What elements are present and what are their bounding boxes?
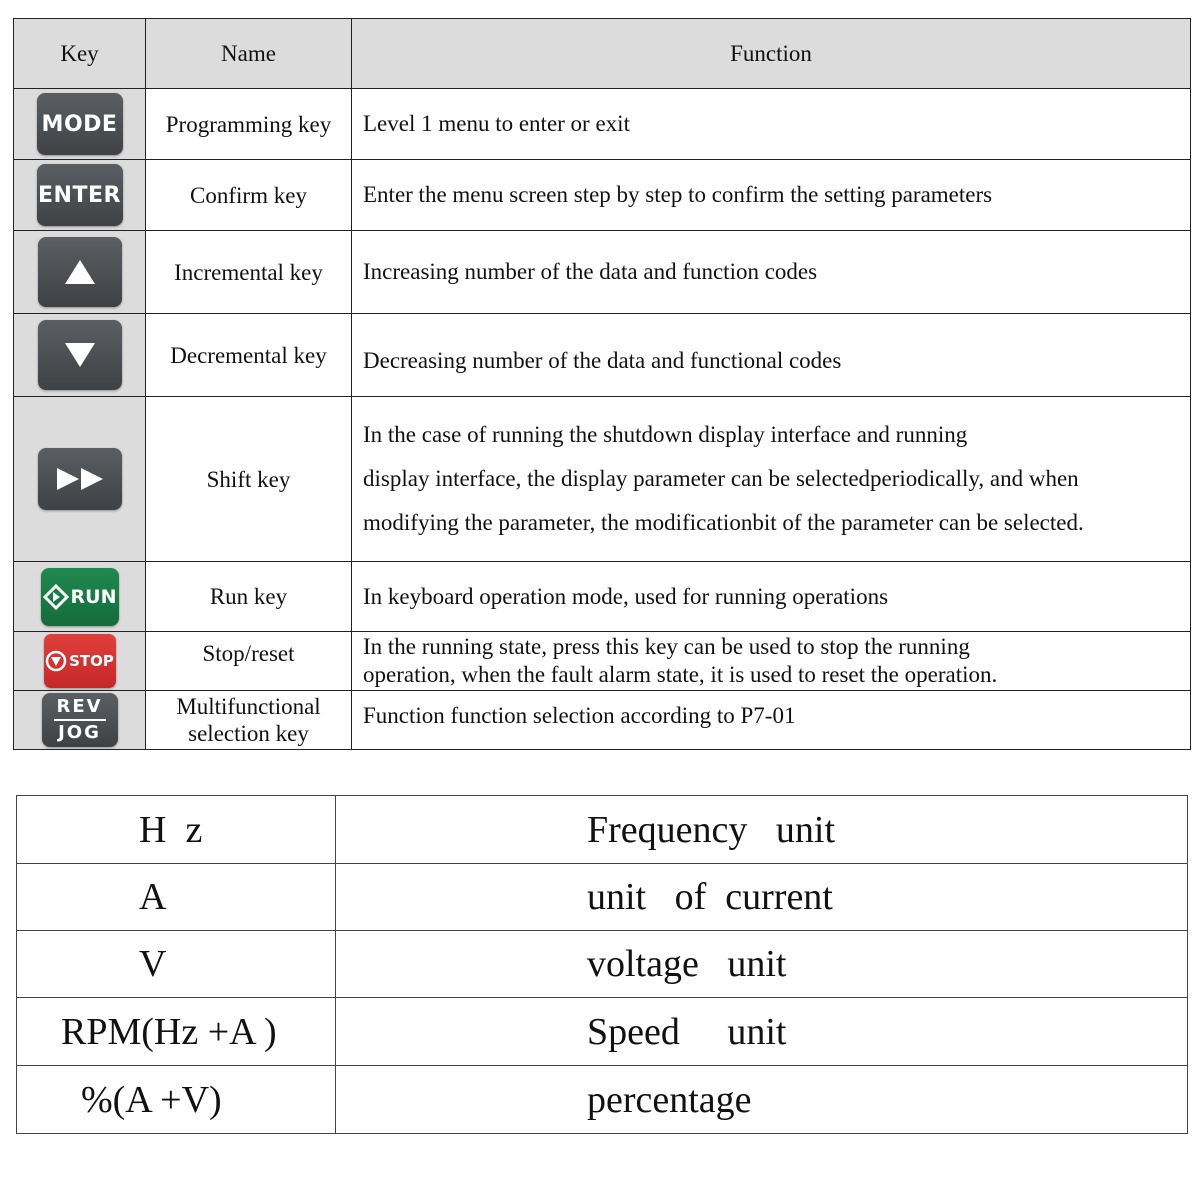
unit-description: unit of current: [336, 864, 1188, 931]
table-row: [14, 397, 1191, 562]
incremental-key-button: [38, 237, 122, 307]
key-name: Confirm key: [146, 160, 352, 231]
header-function: Function: [352, 19, 1191, 89]
keys-header-row: [14, 19, 1191, 89]
unit-description: percentage: [336, 1066, 1188, 1134]
key-cell: [14, 314, 146, 397]
table-row: [14, 691, 1191, 750]
function-line: In the case of running the shutdown display interface and running: [363, 422, 968, 447]
unit-symbol: H z: [17, 796, 336, 864]
function-line: display interface, the display parameter can be selectedperiodically, and when: [363, 466, 1079, 491]
jog-label: JOG: [58, 722, 101, 743]
name-line: Multifunctional: [176, 694, 321, 719]
unit-symbol: %(A +V): [17, 1066, 336, 1134]
table-row: [14, 632, 1191, 691]
table-row: [14, 314, 1191, 397]
key-cell: [14, 231, 146, 314]
shift-key-button: [38, 448, 122, 510]
header-key: Key: [14, 19, 146, 89]
table-row: [17, 931, 1188, 998]
key-function: Level 1 menu to enter or exit: [352, 89, 1191, 160]
key-cell: [14, 691, 146, 750]
stop-key-button: [44, 634, 116, 688]
key-name: Decremental key: [146, 314, 352, 397]
key-name: [146, 691, 352, 750]
run-key-label: RUN: [70, 585, 117, 608]
triangle-down-icon: [63, 341, 97, 369]
stop-triangle-icon: [45, 650, 67, 672]
units-table: [16, 795, 1188, 1134]
function-line: In the running state, press this key can be used to stop the running: [363, 634, 970, 659]
mode-key-button: MODE: [37, 93, 123, 155]
double-arrow-right-icon: [55, 466, 105, 492]
header-name: Name: [146, 19, 352, 89]
unit-description: Speed unit: [336, 998, 1188, 1066]
table-row: [14, 89, 1191, 160]
decremental-key-button: [38, 320, 122, 390]
table-row: [17, 796, 1188, 864]
enter-key-button: ENTER: [37, 164, 123, 226]
key-cell: [14, 89, 146, 160]
table-row: [14, 160, 1191, 231]
stop-key-label: STOP: [69, 652, 114, 670]
key-function: Increasing number of the data and function codes: [352, 231, 1191, 314]
function-line: operation, when the fault alarm state, it is used to reset the operation.: [363, 662, 998, 687]
function-line: modifying the parameter, the modificationbit of the parameter can be selected.: [363, 510, 1084, 535]
key-function: [352, 632, 1191, 691]
key-name: Programming key: [146, 89, 352, 160]
key-name: Shift key: [146, 397, 352, 562]
key-cell: [14, 632, 146, 691]
key-function: In keyboard operation mode, used for running operations: [352, 562, 1191, 632]
triangle-up-icon: [63, 258, 97, 286]
table-row: [14, 562, 1191, 632]
unit-description: voltage unit: [336, 931, 1188, 998]
name-line: selection key: [188, 721, 309, 746]
table-row: [17, 998, 1188, 1066]
table-row: [17, 864, 1188, 931]
unit-symbol: RPM(Hz +A ): [17, 998, 336, 1066]
table-row: [14, 231, 1191, 314]
key-name: Run key: [146, 562, 352, 632]
unit-symbol: A: [17, 864, 336, 931]
table-row: [17, 1066, 1188, 1134]
key-function: Decreasing number of the data and functional codes: [352, 314, 1191, 397]
key-cell: [14, 397, 146, 562]
key-name: Stop/reset: [146, 632, 352, 691]
key-name: Incremental key: [146, 231, 352, 314]
unit-description: Frequency unit: [336, 796, 1188, 864]
key-function: [352, 397, 1191, 562]
key-function: Enter the menu screen step by step to confirm the setting parameters: [352, 160, 1191, 231]
key-cell: [14, 160, 146, 231]
key-function: Function function selection according to P7-01: [352, 691, 1191, 750]
rev-label: REV: [56, 696, 103, 717]
unit-symbol: V: [17, 931, 336, 998]
rev-jog-key-button: [42, 693, 118, 747]
keys-table: [13, 18, 1191, 750]
key-cell: [14, 562, 146, 632]
divider: [54, 719, 106, 721]
run-key-button: [41, 568, 119, 626]
run-diamond-icon: [43, 584, 69, 610]
